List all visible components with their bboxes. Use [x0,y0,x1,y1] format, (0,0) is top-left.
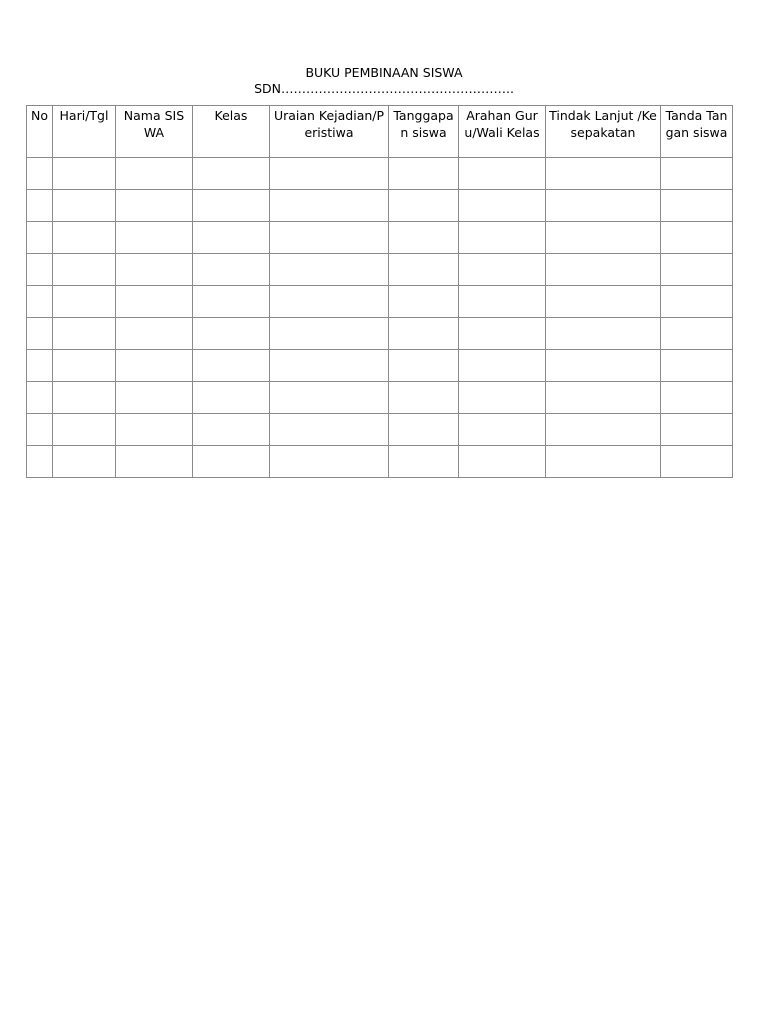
table-row [27,286,733,318]
header-class: Kelas [193,106,270,158]
table-cell [270,350,389,382]
table-cell [27,382,53,414]
header-follow-up: Tindak Lanjut /Kesepakatan [546,106,661,158]
table-header-row [27,106,733,158]
table-cell [389,158,459,190]
student-guidance-table [26,105,733,478]
table-cell [27,318,53,350]
table-cell [661,254,733,286]
table-cell [389,446,459,478]
table-cell [270,414,389,446]
table-cell [546,414,661,446]
table-cell [193,158,270,190]
table-cell [27,350,53,382]
header-date: Hari/Tgl [53,106,116,158]
table-cell [389,286,459,318]
table-cell [546,286,661,318]
table-cell [53,414,116,446]
table-row [27,222,733,254]
table-cell [270,318,389,350]
header-student-response: Tanggapan siswa [389,106,459,158]
table-cell [27,254,53,286]
table-cell [193,190,270,222]
table-cell [27,286,53,318]
table-cell [546,318,661,350]
table-cell [53,318,116,350]
table-cell [53,190,116,222]
table-cell [661,446,733,478]
table-cell [193,446,270,478]
table-cell [53,222,116,254]
table-cell [459,350,546,382]
table-cell [270,382,389,414]
table-cell [116,414,193,446]
table-cell [459,254,546,286]
table-cell [53,286,116,318]
header-incident-description: Uraian Kejadian/Peristiwa [270,106,389,158]
table-cell [459,190,546,222]
school-name-line: SDN……………………………………………….. [254,81,514,96]
table-row [27,446,733,478]
table-cell [116,350,193,382]
table-cell [389,254,459,286]
table-row [27,190,733,222]
table-cell [270,190,389,222]
table-cell [661,286,733,318]
table-cell [270,286,389,318]
table-cell [661,414,733,446]
table-body [27,158,733,478]
table-cell [193,286,270,318]
header-teacher-guidance: Arahan Guru/Wali Kelas [459,106,546,158]
table-row [27,350,733,382]
table-cell [193,382,270,414]
table-cell [27,190,53,222]
header-no: No [27,106,53,158]
table-cell [661,382,733,414]
table-cell [193,318,270,350]
table-cell [661,318,733,350]
table-cell [459,286,546,318]
table-cell [53,446,116,478]
table-cell [389,318,459,350]
table-cell [27,446,53,478]
table-cell [661,190,733,222]
table-cell [661,222,733,254]
table-cell [116,446,193,478]
table-cell [53,254,116,286]
table-cell [27,414,53,446]
table-cell [53,158,116,190]
table-cell [53,350,116,382]
table-cell [459,318,546,350]
table-cell [389,350,459,382]
table-cell [546,222,661,254]
table-row [27,414,733,446]
table-row [27,382,733,414]
table-cell [459,382,546,414]
table-cell [193,254,270,286]
table-cell [546,158,661,190]
table-cell [459,222,546,254]
table-cell [116,286,193,318]
table-cell [27,222,53,254]
table-cell [459,414,546,446]
table-cell [270,222,389,254]
table-cell [546,254,661,286]
table-cell [270,446,389,478]
table-cell [116,318,193,350]
table-cell [116,158,193,190]
table-cell [27,158,53,190]
table-cell [116,190,193,222]
table-cell [389,222,459,254]
table-cell [389,190,459,222]
table-cell [389,382,459,414]
table-cell [193,414,270,446]
table-cell [116,382,193,414]
table-cell [459,446,546,478]
document-title: BUKU PEMBINAAN SISWA [305,65,463,80]
table-cell [270,254,389,286]
table-cell [389,414,459,446]
table-cell [116,254,193,286]
table-cell [546,190,661,222]
table-row [27,318,733,350]
table-cell [193,350,270,382]
table-cell [459,158,546,190]
header-student-name: Nama SISWA [116,106,193,158]
table-cell [193,222,270,254]
table-cell [270,158,389,190]
header-student-signature: Tanda Tangan siswa [661,106,733,158]
table-cell [53,382,116,414]
table-cell [546,446,661,478]
table-row [27,254,733,286]
table-cell [661,158,733,190]
table-cell [661,350,733,382]
table-row [27,158,733,190]
table-cell [116,222,193,254]
table-cell [546,350,661,382]
table-cell [546,382,661,414]
